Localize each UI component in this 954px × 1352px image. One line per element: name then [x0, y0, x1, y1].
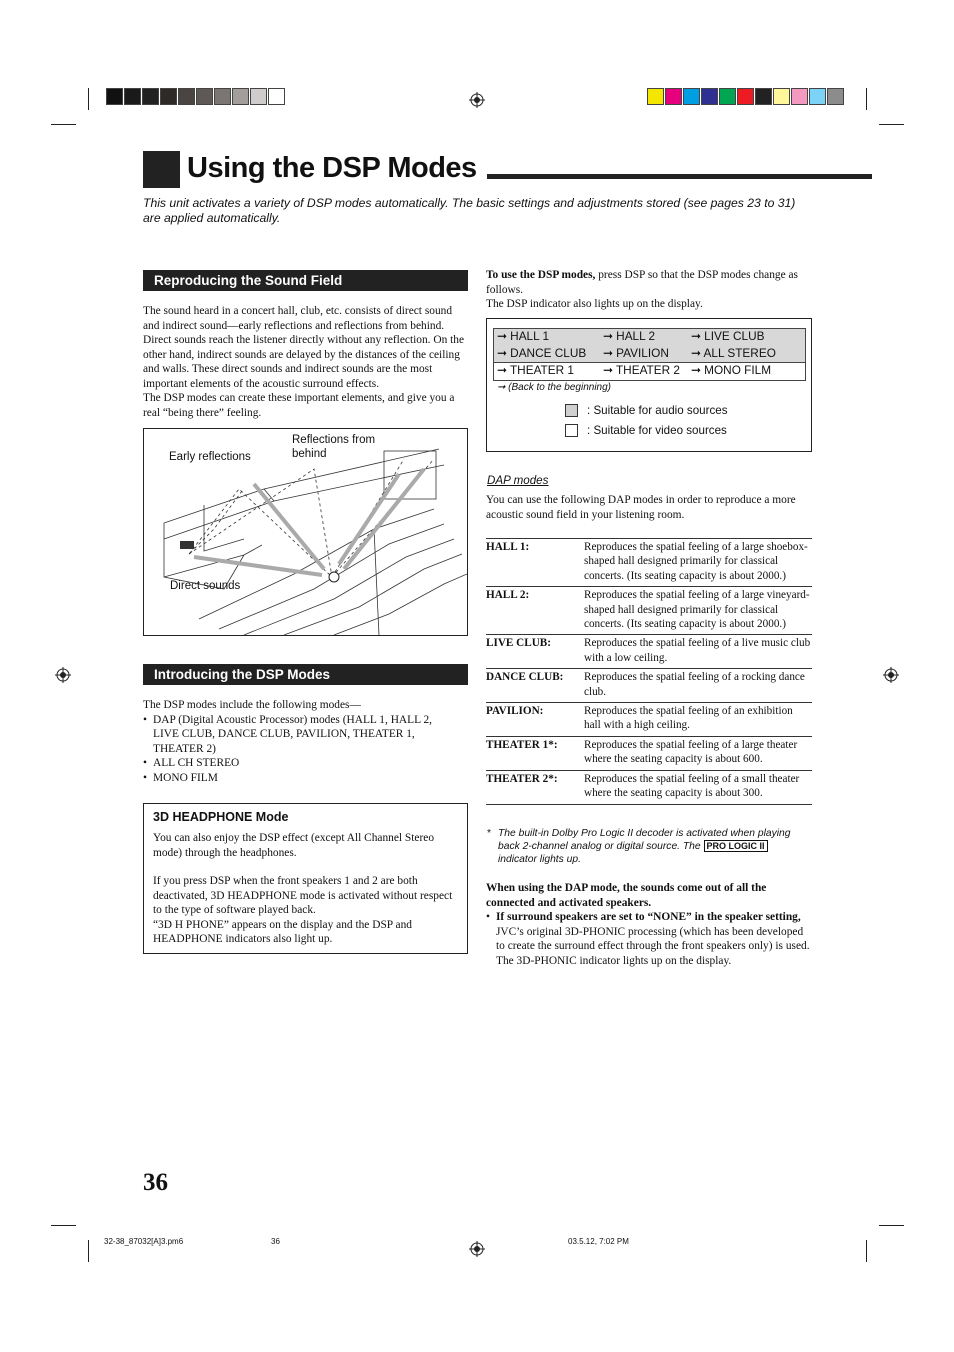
- list-item: [486, 910, 814, 968]
- footnote-mark: *: [487, 828, 492, 839]
- color-swatch: [791, 88, 808, 105]
- registration-mark-icon: [469, 92, 485, 108]
- table-row: [486, 736, 812, 770]
- use-dsp-text: [486, 268, 814, 312]
- legend-audio: : Suitable for audio sources: [587, 404, 728, 417]
- table-row: [486, 669, 812, 703]
- color-swatch: [214, 88, 231, 105]
- color-swatch: [701, 88, 718, 105]
- table-row: [486, 587, 812, 635]
- color-bar: [647, 88, 845, 105]
- mode-all-stereo: [691, 346, 776, 360]
- arrow-icon: ➞: [603, 329, 613, 343]
- section-header-introducing: Introducing the DSP Modes: [143, 664, 468, 685]
- mode-label: HALL 1: [510, 329, 550, 343]
- dsp-sequence-box: [486, 318, 812, 452]
- mode-name: LIVE CLUB:: [486, 635, 584, 669]
- arrow-icon: ➞: [497, 329, 507, 343]
- color-swatch: [124, 88, 141, 105]
- slug-page: 36: [271, 1237, 280, 1246]
- registration-mark-icon: [469, 1241, 485, 1257]
- arrow-icon: ➞: [497, 382, 506, 393]
- introducing-lead: The DSP modes include the following modes—: [143, 699, 361, 711]
- color-swatch: [196, 88, 213, 105]
- table-row: [486, 770, 812, 804]
- label-reflections-behind: Reflections from behind: [292, 434, 376, 460]
- mode-dance-club: [497, 346, 586, 360]
- mode-label: THEATER 2: [615, 363, 680, 377]
- headphone-paragraph: “3D H PHONE” appears on the display and the DSP and HEADPHONE indicators also light up.: [153, 918, 412, 945]
- dolby-pro-logic-ii-logo: PRO LOGIC II: [704, 840, 768, 852]
- mode-theater-1: [497, 363, 574, 377]
- arrow-icon: ➞: [497, 346, 507, 360]
- color-swatch: [809, 88, 826, 105]
- dap-modes-table: [486, 538, 812, 805]
- list-item: • ALL CH STEREO: [143, 756, 453, 771]
- mode-theater-2: [603, 363, 680, 377]
- dap-intro: You can use the following DAP modes in order to reproduce a more acoustic sound field in your listening room.: [486, 494, 796, 521]
- mode-mono-film: [691, 363, 771, 377]
- when-using-text: [486, 881, 814, 968]
- arrow-icon: ➞: [691, 346, 701, 360]
- mode-description: Reproduces the spatial feeling of a large shoebox-shaped hall designed primarily for classical concerts. (Its seating capacity is about 2000.): [584, 539, 812, 587]
- audio-swatch: [565, 404, 578, 417]
- mode-label: LIVE CLUB: [704, 329, 765, 343]
- mode-live-club: [691, 329, 765, 343]
- mode-label: PAVILION: [616, 346, 669, 360]
- legend-video: : Suitable for video sources: [587, 424, 727, 437]
- sound-field-diagram: [143, 428, 468, 636]
- list-item: • DAP (Digital Acoustic Processor) modes (HALL 1, HALL 2, LIVE CLUB, DANCE CLUB, PAVILION, THEATER 1, THEATER 2): [143, 713, 453, 757]
- mode-name: THEATER 1*:: [486, 736, 584, 770]
- when-using-bullet-text: JVC’s original 3D-PHONIC processing (which has been developed to create the surround effect through the front speakers only) is used.: [496, 925, 810, 952]
- dap-heading: DAP modes: [487, 474, 549, 487]
- footnote-end: indicator lights up.: [498, 854, 581, 865]
- color-swatch: [160, 88, 177, 105]
- introducing-text: [143, 698, 453, 785]
- mode-hall-1: [497, 329, 549, 343]
- headphone-paragraph: You can also enjoy the DSP effect (except All Channel Stereo mode) through the headphones.: [153, 832, 435, 859]
- mode-label: DANCE CLUB: [510, 346, 587, 360]
- mode-name: PAVILION:: [486, 703, 584, 737]
- use-dsp-line2: The DSP indicator also lights up on the display.: [486, 298, 703, 310]
- use-dsp-bold: To use the DSP modes,: [486, 269, 596, 281]
- mode-description: Reproduces the spatial feeling of a large theater where the seating capacity is about 600.: [584, 736, 812, 770]
- mode-name: DANCE CLUB:: [486, 669, 584, 703]
- color-swatch: [106, 88, 123, 105]
- table-row: [486, 635, 812, 669]
- dsp-modes-list: [143, 713, 453, 786]
- headphone-title: 3D HEADPHONE Mode: [153, 810, 289, 824]
- grayscale-bar: [106, 88, 286, 105]
- page-title: Using the DSP Modes: [187, 152, 477, 184]
- color-swatch: [719, 88, 736, 105]
- slug-date: 03.5.12, 7:02 PM: [568, 1237, 629, 1246]
- mode-description: Reproduces the spatial feeling of a live music club with a low ceiling.: [584, 635, 812, 669]
- intro-text: This unit activates a variety of DSP modes automatically. The basic settings and adjustments stored (see pages 23 to 31) are applied automatically.: [143, 196, 796, 225]
- registration-mark-icon: [883, 667, 899, 683]
- color-swatch: [737, 88, 754, 105]
- color-swatch: [178, 88, 195, 105]
- table-row: [486, 539, 812, 587]
- use-dsp-rest: press DSP so that the DSP modes change as follows.: [486, 269, 798, 296]
- headphone-paragraph: If you press DSP when the front speakers 1 and 2 are both deactivated, 3D HEADPHONE mode is activated without respect to the type of software played back.: [153, 875, 453, 916]
- mode-name: HALL 2:: [486, 587, 584, 635]
- sound-field-paragraph: The sound heard in a concert hall, club, etc. consists of direct sound and indirect sound—early reflections and reflections from behind. Direct sounds reach the listener directly without any reflection. On the other hand, indirect sounds are delayed by the distances of the ceiling and walls. These direct sounds and indirect sounds are the most important elements of the acoustic surround effects.: [143, 305, 465, 390]
- footnote-text: The built-in Dolby Pro Logic II decoder is activated when playing back 2-channel analog or digital source. The: [498, 828, 791, 852]
- mode-name: HALL 1:: [486, 539, 584, 587]
- color-swatch: [232, 88, 249, 105]
- table-row: [486, 703, 812, 737]
- arrow-icon: ➞: [603, 363, 613, 377]
- back-to-beginning: [497, 382, 611, 393]
- sound-field-text: [143, 304, 468, 420]
- page-number: 36: [143, 1169, 168, 1196]
- label-direct-sounds: Direct sounds: [170, 580, 241, 592]
- arrow-icon: ➞: [497, 363, 507, 377]
- arrow-icon: ➞: [603, 346, 613, 360]
- headphone-text: [153, 831, 458, 947]
- color-swatch: [755, 88, 772, 105]
- color-swatch: [647, 88, 664, 105]
- title-marker: [143, 151, 180, 188]
- color-swatch: [142, 88, 159, 105]
- mode-pavilion: [603, 346, 669, 360]
- mode-label: ALL STEREO: [703, 346, 776, 360]
- color-swatch: [665, 88, 682, 105]
- mode-label: THEATER 1: [509, 363, 574, 377]
- mode-description: Reproduces the spatial feeling of a large vineyard-shaped hall designed primarily for classical concerts. (Its seating capacity is about 2000.): [584, 587, 812, 635]
- when-using-list: [486, 910, 814, 968]
- arrow-icon: ➞: [691, 329, 701, 343]
- mode-hall-2: [603, 329, 655, 343]
- registration-mark-icon: [55, 667, 71, 683]
- slug-file: 32-38_87032[A]3.pm6: [104, 1237, 184, 1246]
- title-rule: [487, 174, 872, 179]
- section-header-sound-field: Reproducing the Sound Field: [143, 270, 468, 291]
- dap-footnote: [487, 827, 807, 866]
- mode-description: Reproduces the spatial feeling of a small theater where the seating capacity is about 300.: [584, 770, 812, 804]
- list-item: • MONO FILM: [143, 771, 453, 786]
- mode-label: HALL 2: [616, 329, 656, 343]
- mode-name: THEATER 2*:: [486, 770, 584, 804]
- headphone-box: [143, 803, 468, 954]
- when-using-bullet-bold: If surround speakers are set to “NONE” in the speaker setting,: [496, 911, 801, 923]
- back-label: (Back to the beginning): [508, 382, 612, 393]
- sound-field-paragraph: The DSP modes can create these important elements, and give you a real “being there” feeling.: [143, 392, 455, 419]
- when-using-bullet-text2: The 3D-PHONIC indicator lights up on the display.: [496, 954, 732, 967]
- arrow-icon: ➞: [691, 363, 701, 377]
- video-swatch: [565, 424, 578, 437]
- color-swatch: [827, 88, 844, 105]
- color-swatch: [683, 88, 700, 105]
- color-swatch: [250, 88, 267, 105]
- when-using-bold: When using the DAP mode, the sounds come out of all the connected and activated speakers.: [486, 882, 767, 909]
- color-swatch: [268, 88, 285, 105]
- mode-description: Reproduces the spatial feeling of an exhibition hall with a high ceiling.: [584, 703, 812, 737]
- mode-description: Reproduces the spatial feeling of a rocking dance club.: [584, 669, 812, 703]
- mode-label: MONO FILM: [704, 363, 772, 377]
- color-swatch: [773, 88, 790, 105]
- label-early-reflections: Early reflections: [169, 451, 251, 463]
